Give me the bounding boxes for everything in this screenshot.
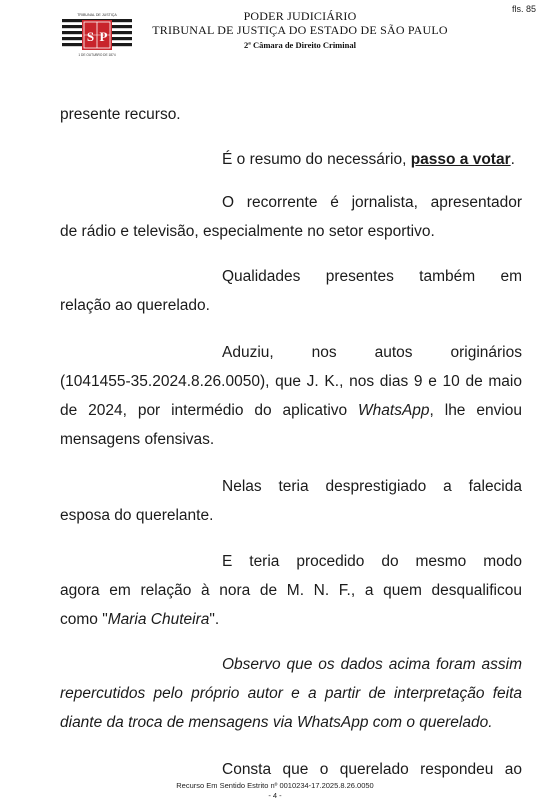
folio-number: fls. 85 (511, 4, 536, 14)
emblem-bottom-text: 1 DE OUTUBRO DE 1874 (78, 53, 116, 57)
emblem-top-text: TRIBUNAL DE JUSTIÇA (77, 13, 117, 17)
paragraph-6 (60, 472, 522, 530)
text-line: Consta que o querelado respondeu ao (222, 761, 522, 778)
court-emblem-icon (60, 10, 134, 60)
paragraph-2 (60, 145, 522, 174)
passo-a-votar-emphasis: passo a votar (410, 151, 511, 168)
text-line: de 2024, por intermédio do aplicativo WhatsApp, lhe enviou (60, 402, 523, 419)
document-header (0, 6, 550, 64)
paragraph-8-italic-note (60, 650, 522, 737)
text-line: esposa do querelante. (60, 507, 214, 524)
text-line: Aduziu, nos autos originários (222, 344, 522, 361)
text-line: O recorrente é jornalista, apresentador (222, 194, 522, 211)
paragraph-7 (60, 547, 522, 634)
text-line: mensagens ofensivas. (60, 431, 215, 448)
text-line: repercutidos pelo próprio autor e a partir de interpretação feita (60, 685, 522, 702)
paragraph-5 (60, 338, 522, 454)
text-line: Observo que os dados acima foram assim (222, 656, 522, 673)
text-line: diante da troca de mensagens via WhatsApp com o querelado. (60, 714, 493, 731)
text-line: É o resumo do necessário, passo a votar. (222, 151, 515, 168)
text-line: (1041455-35.2024.8.26.0050), que J. K., nos dias 9 e 10 de maio (60, 373, 522, 390)
paragraph-1 (60, 100, 522, 129)
text-line: relação ao querelado. (60, 297, 210, 314)
paragraph-4 (60, 262, 522, 320)
footer-page-number: - 4 - (268, 791, 282, 800)
header-text-block (150, 10, 450, 52)
paragraph-9 (60, 755, 522, 784)
text-line: agora em relação à nora de M. N. F., a quem desqualificou (60, 582, 522, 599)
header-line-1: PODER JUDICIÁRIO (243, 9, 357, 23)
text-line: como "Maria Chuteira". (60, 611, 220, 628)
text-line: Nelas teria desprestigiado a falecida (222, 478, 522, 495)
header-line-2: TRIBUNAL DE JUSTIÇA DO ESTADO DE SÃO PAULO (152, 23, 448, 37)
paragraph-3 (60, 188, 522, 246)
text-line: de rádio e televisão, especialmente no setor esportivo. (60, 223, 435, 240)
emblem-letter-p: P (99, 29, 108, 44)
footer-case-number: Recurso Em Sentido Estrito nº 0010234-17.2025.8.26.0050 (176, 781, 374, 790)
text-line: presente recurso. (60, 106, 181, 123)
header-line-3: 2ª Câmara de Direito Criminal (244, 40, 356, 50)
emblem-letter-s: S (86, 29, 95, 44)
text-line: E teria procedido do mesmo modo (222, 553, 522, 570)
text-line: Qualidades presentes também em (222, 268, 522, 285)
